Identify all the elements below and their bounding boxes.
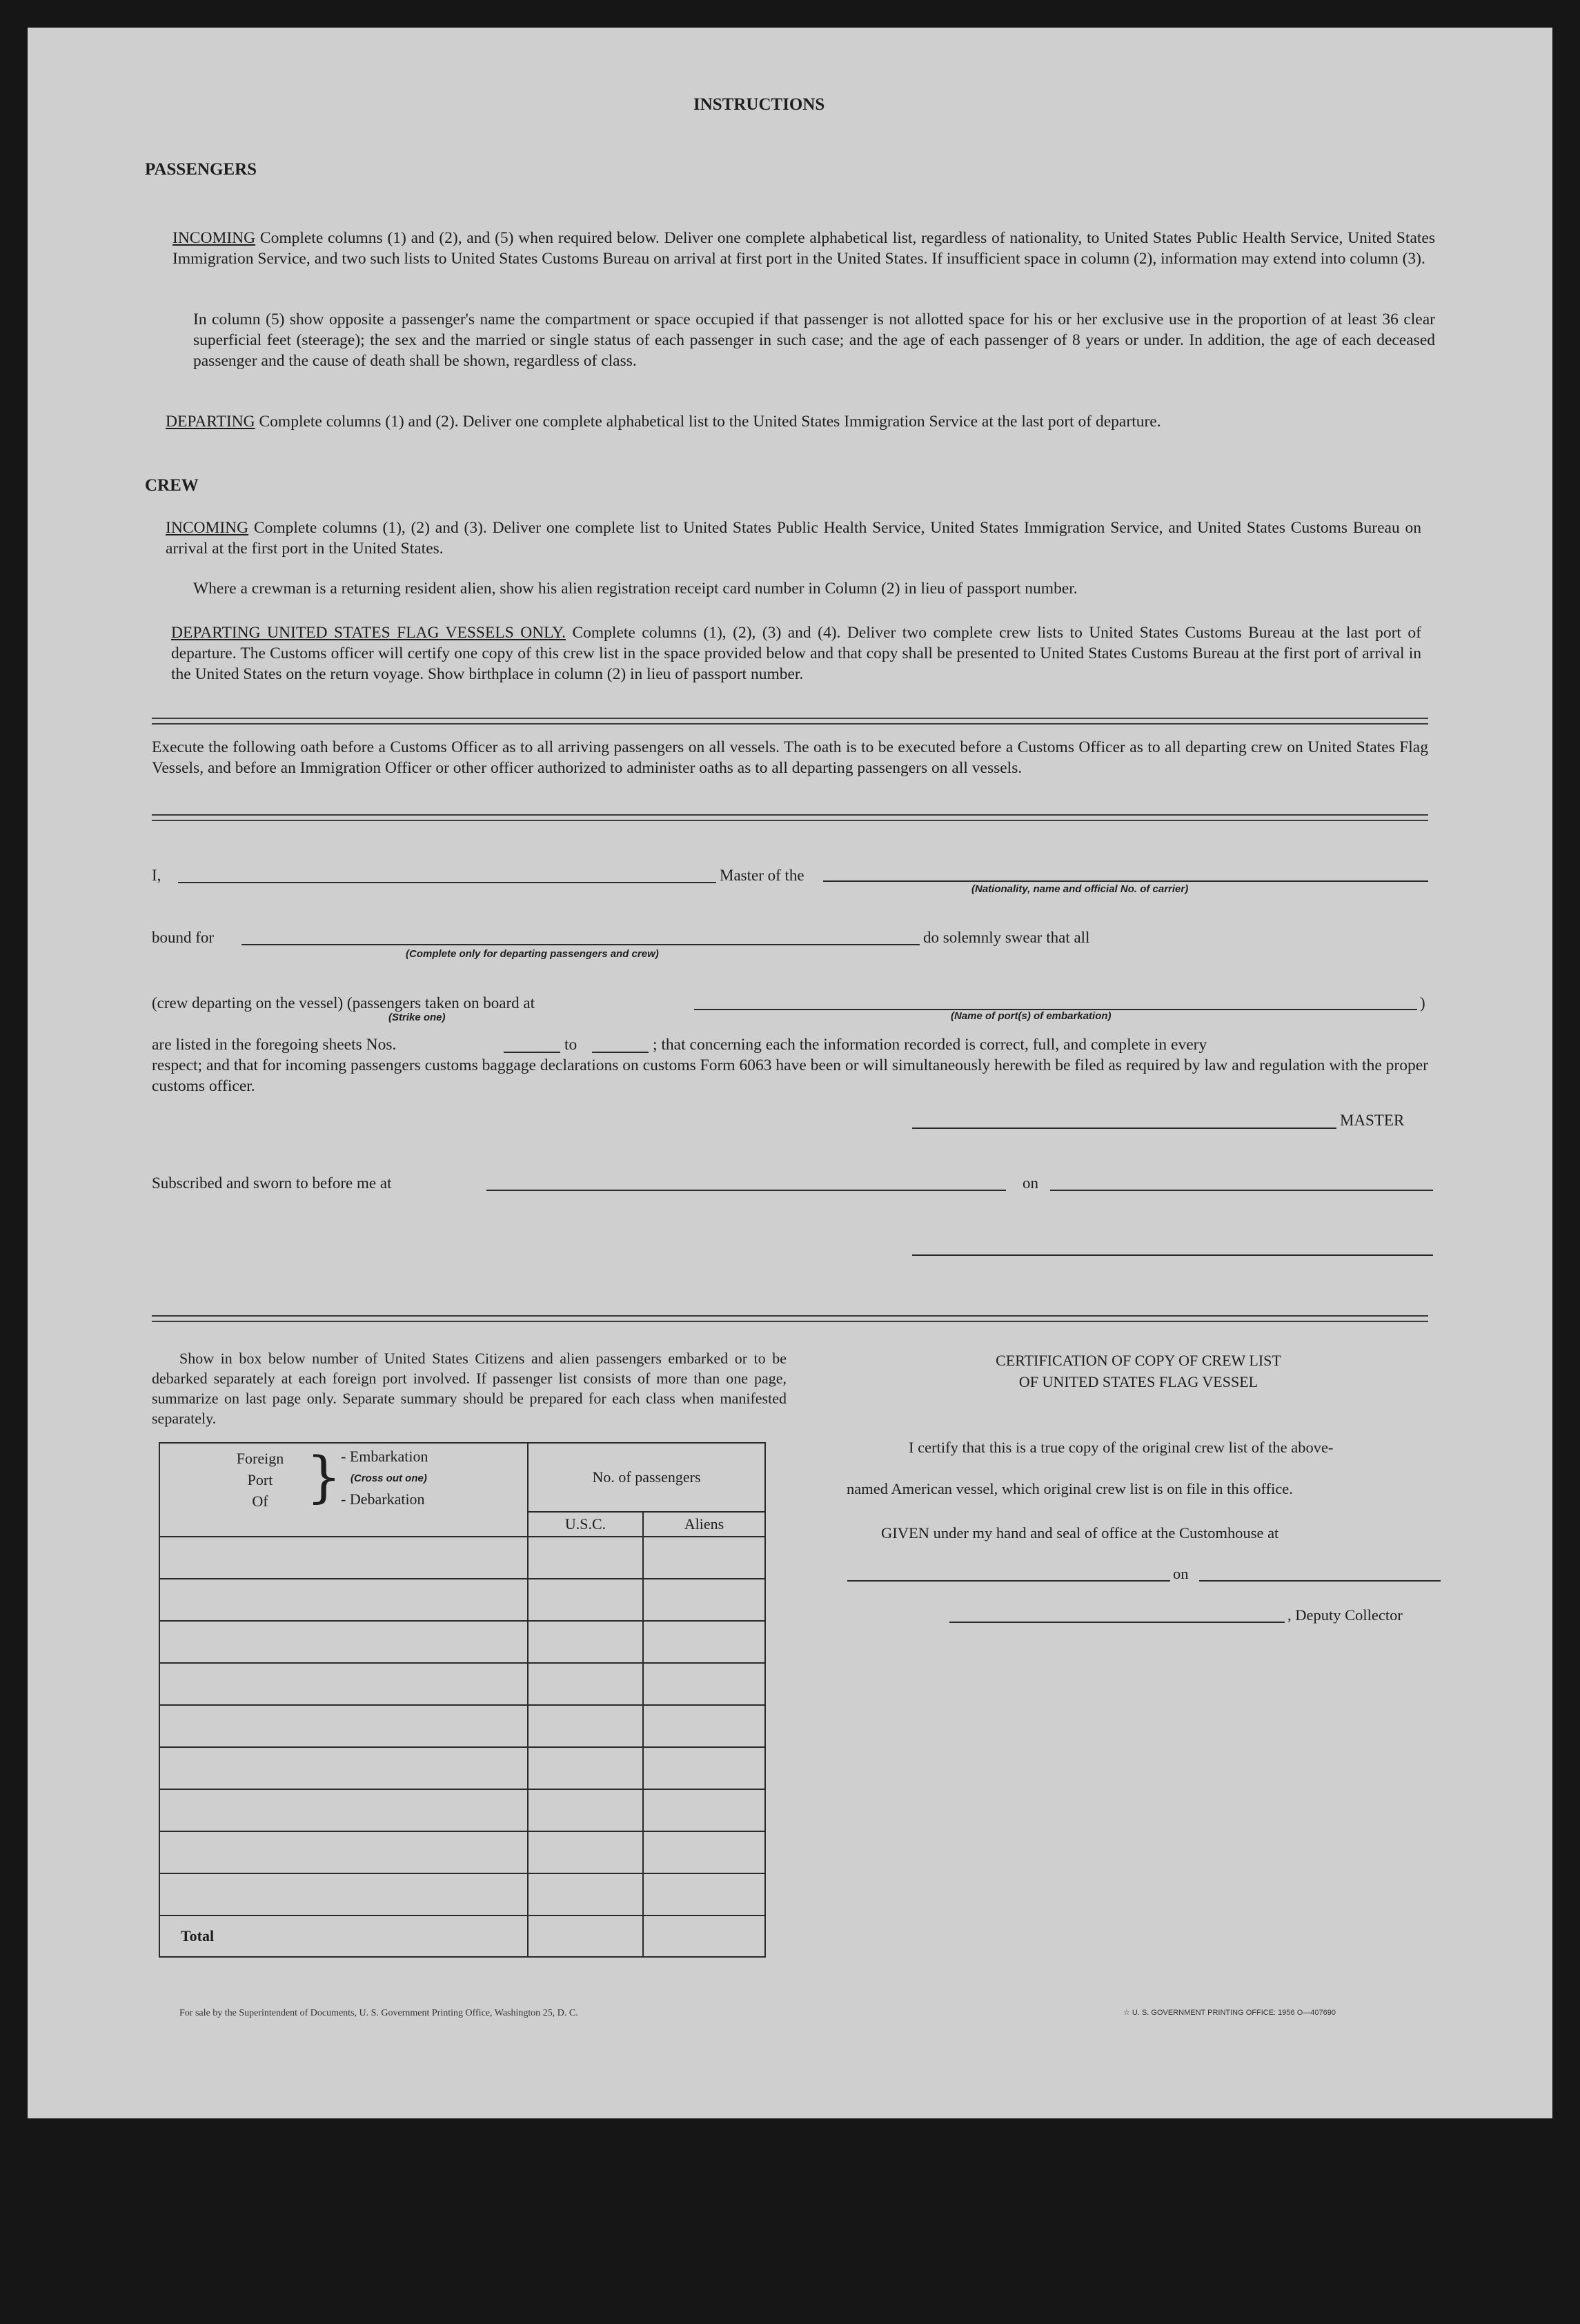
port-label: Port <box>247 1471 273 1488</box>
port-cell[interactable] <box>159 1579 528 1621</box>
aliens-cell[interactable] <box>643 1537 765 1579</box>
port-cell[interactable] <box>159 1537 528 1579</box>
oath-carrier-field[interactable] <box>823 880 1428 882</box>
oath-close-paren: ) <box>1420 994 1425 1012</box>
usc-cell[interactable] <box>528 1537 643 1579</box>
oath-swear-label: do solemnly swear that all <box>923 929 1090 946</box>
sworn-on-label: on <box>1023 1174 1038 1192</box>
port-cell[interactable] <box>159 1831 528 1873</box>
page-title: INSTRUCTIONS <box>693 95 825 114</box>
cross-out-caption: (Cross out one) <box>350 1473 427 1484</box>
usc-cell[interactable] <box>528 1621 643 1663</box>
aliens-cell[interactable] <box>643 1747 765 1789</box>
total-label: Total <box>159 1916 528 1957</box>
port-cell[interactable] <box>159 1873 528 1916</box>
oath-respect-paragraph: respect; and that for incoming passengers customs baggage declarations on customs Form 6063 have been or will simultaneously herewith be filed as required by law and regulation with the proper customs officer. <box>152 1056 1428 1095</box>
port-cell[interactable] <box>159 1747 528 1789</box>
usc-cell[interactable] <box>528 1789 643 1831</box>
oath-master-of-label: Master of the <box>720 867 804 884</box>
aliens-total-cell[interactable] <box>643 1916 765 1957</box>
port-cell[interactable] <box>159 1705 528 1747</box>
certification-title-line-1: CERTIFICATION OF COPY OF CREW LIST <box>996 1352 1281 1369</box>
embarkation-label: - Embarkation <box>341 1448 428 1465</box>
oath-name-field[interactable] <box>178 882 716 883</box>
summary-note: Show in box below number of United States Citizens and alien passengers embarked or to be debarked separately at each foreign port involved. If passenger list consists of more than one page, summarize on last page only. Separate summary should be prepared for each class when manifested separately. <box>152 1350 787 1427</box>
divider <box>152 1315 1428 1322</box>
brace-glyph: } <box>306 1445 342 1509</box>
of-label: Of <box>252 1493 268 1510</box>
crew-incoming-paragraph <box>166 518 1421 559</box>
usc-cell[interactable] <box>528 1873 643 1916</box>
oath-to-label: to <box>564 1036 577 1054</box>
certification-line-3: GIVEN under my hand and seal of office at the Customhouse at <box>881 1524 1279 1542</box>
oath-listed-text: ; that concerning each the information recorded is correct, full, and complete in every <box>653 1036 1207 1054</box>
port-cell[interactable] <box>159 1621 528 1663</box>
oath-crew-passengers-label: (crew departing on the vessel) (passengers taken on board at <box>152 994 535 1012</box>
oath-listed-label: are listed in the foregoing sheets Nos. <box>152 1036 397 1054</box>
usc-total-cell[interactable] <box>528 1916 643 1957</box>
strike-one-caption: (Strike one) <box>388 1012 446 1023</box>
aliens-header: Aliens <box>643 1512 765 1537</box>
aliens-cell[interactable] <box>643 1621 765 1663</box>
aliens-cell[interactable] <box>643 1663 765 1705</box>
certification-title <box>821 1350 1456 1392</box>
sworn-place-field[interactable] <box>486 1190 1006 1191</box>
footer-sale-note: For sale by the Superintendent of Documents, U. S. Government Printing Office, Washington 25, D. C. <box>179 2008 578 2018</box>
oath-destination-field[interactable] <box>241 944 920 945</box>
nationality-caption: (Nationality, name and official No. of carrier) <box>971 883 1189 895</box>
divider <box>152 814 1428 821</box>
crew-alien-paragraph: Where a crewman is a returning resident alien, show his alien registration receipt card number in Column (2) in lieu of passport number. <box>193 580 1078 598</box>
certification-date-field[interactable] <box>1199 1580 1441 1582</box>
debarkation-label: - Debarkation <box>341 1490 425 1508</box>
oath-instruction: Execute the following oath before a Customs Officer as to all arriving passengers on all vessels. The oath is to be executed before a Customs Officer as to all departing crew on United States Flag Vessels, and before an Immigration Officer or other officer authorized to administer oaths as to all departing passengers on all vessels. <box>152 738 1428 777</box>
certification-on-label: on <box>1173 1565 1189 1582</box>
master-label: MASTER <box>1340 1112 1405 1129</box>
port-cell[interactable] <box>159 1663 528 1705</box>
crew-incoming-text: Complete columns (1), (2) and (3). Deliver one complete list to United States Public Health Service, United States Immigration Service, and United States Customs Bureau on arrival at the first port in the United States. <box>166 519 1422 558</box>
deputy-collector-label: , Deputy Collector <box>1287 1606 1403 1624</box>
certification-line-1: I certify that this is a true copy of the original crew list of the above- <box>909 1439 1334 1456</box>
crew-incoming-label: INCOMING <box>166 519 249 537</box>
certification-line-2: named American vessel, which original crew list is on file in this office. <box>847 1480 1293 1497</box>
oath-i-label: I, <box>152 867 161 884</box>
officer-signature-field[interactable] <box>912 1254 1433 1256</box>
master-signature-field[interactable] <box>912 1127 1336 1129</box>
aliens-cell[interactable] <box>643 1579 765 1621</box>
passengers-incoming-paragraph <box>172 228 1435 269</box>
oath-sheet-from-field[interactable] <box>504 1052 560 1053</box>
no-of-passengers-header: No. of passengers <box>528 1443 765 1512</box>
oath-bound-for-label: bound for <box>152 929 215 946</box>
sworn-date-field[interactable] <box>1050 1190 1433 1191</box>
aliens-cell[interactable] <box>643 1705 765 1747</box>
departing-caption: (Complete only for departing passengers and crew) <box>406 948 659 960</box>
foreign-port-header <box>159 1443 528 1537</box>
subscribed-label: Subscribed and sworn to before me at <box>152 1174 392 1192</box>
passengers-incoming-label: INCOMING <box>172 229 256 247</box>
aliens-cell[interactable] <box>643 1873 765 1916</box>
usc-cell[interactable] <box>528 1747 643 1789</box>
crew-departing-label: DEPARTING UNITED STATES FLAG VESSELS ONLY. <box>171 624 566 642</box>
foreign-label: Foreign <box>236 1450 284 1467</box>
footer-gpo-note: ☆ U. S. GOVERNMENT PRINTING OFFICE: 1956 O—407690 <box>1123 2009 1336 2017</box>
passengers-incoming-text: Complete columns (1) and (2), and (5) when required below. Deliver one complete alphabetical list, regardless of nationality, to United States Public Health Service, United States Immigration Service, and two such lists to United States Customs Bureau on arrival at first port in the United States. If insufficient space in column (2), information may extend into column (3). <box>172 229 1436 268</box>
aliens-cell[interactable] <box>643 1831 765 1873</box>
customhouse-field[interactable] <box>847 1580 1170 1582</box>
crew-departing-paragraph <box>171 622 1421 685</box>
usc-cell[interactable] <box>528 1831 643 1873</box>
passengers-departing-paragraph <box>166 411 1421 432</box>
usc-header: U.S.C. <box>528 1512 643 1537</box>
deputy-collector-signature-field[interactable] <box>949 1622 1285 1623</box>
crew-heading: CREW <box>145 476 199 495</box>
ports-caption: (Name of port(s) of embarkation) <box>951 1010 1112 1022</box>
oath-sheet-to-field[interactable] <box>592 1052 649 1053</box>
passengers-departing-label: DEPARTING <box>166 413 255 431</box>
usc-cell[interactable] <box>528 1705 643 1747</box>
crew-departing-text: Complete columns (1), (2), (3) and (4). Deliver two complete crew lists to United States Customs Bureau at the last port of departure. The Customs officer will certify one copy of this crew list in the space provided below and that copy shall be presented to United States Customs Bureau at the first port of arrival in the United States on the return voyage. Show birthplace in column (2) in lieu of passport number. <box>171 624 1421 683</box>
usc-cell[interactable] <box>528 1579 643 1621</box>
aliens-cell[interactable] <box>643 1789 765 1831</box>
port-cell[interactable] <box>159 1789 528 1831</box>
passengers-heading: PASSENGERS <box>145 160 257 179</box>
passenger-summary-table <box>159 1442 766 1958</box>
passengers-departing-text: Complete columns (1) and (2). Deliver one complete alphabetical list to the United States Immigration Service at the last port of departure. <box>259 413 1161 431</box>
usc-cell[interactable] <box>528 1663 643 1705</box>
passengers-column5-paragraph: In column (5) show opposite a passenger's name the compartment or space occupied if that passenger is not allotted space for his or her exclusive use in the proportion of at least 36 clear superficial feet (steerage); the sex and the married or single status of each passenger in such case; and the age of each passenger of 8 years or under. In addition, the age of each deceased passenger and the cause of death shall be shown, regardless of class. <box>193 311 1435 370</box>
form-page <box>28 28 1552 2118</box>
certification-title-line-2: OF UNITED STATES FLAG VESSEL <box>1018 1373 1258 1390</box>
divider <box>152 718 1428 725</box>
